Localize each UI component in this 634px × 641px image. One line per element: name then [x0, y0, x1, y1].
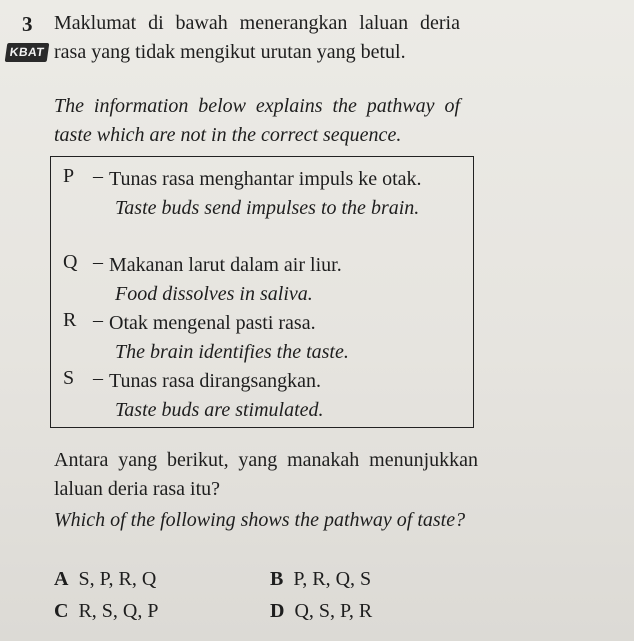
statement-text-english: Taste buds send impulses to the brain. [115, 197, 420, 219]
question-number: 3 [22, 12, 33, 36]
option-b[interactable] [270, 568, 371, 591]
prompt-malay: Antara yang berikut, yang manakah menunjukkan laluan deria rasa itu? [54, 449, 478, 500]
statement-box [50, 156, 474, 428]
statement-dash: – [93, 251, 103, 273]
statement-key: P [63, 165, 75, 187]
option-letter: B [270, 568, 284, 590]
option-c[interactable] [54, 600, 158, 623]
statement-dash: – [93, 165, 103, 187]
option-d[interactable] [270, 600, 372, 623]
statement-text-malay: Tunas rasa dirangsangkan. [109, 370, 322, 392]
statement-q [63, 251, 463, 309]
statement-p [63, 165, 463, 223]
statement-key: Q [63, 251, 78, 273]
option-text: Q, S, P, R [294, 600, 373, 622]
prompt-english: Which of the following shows the pathway of taste? [54, 509, 466, 531]
option-text: P, R, Q, S [293, 568, 372, 590]
statement-text-english: The brain identifies the taste. [115, 341, 349, 363]
statement-s [63, 367, 463, 425]
question-stem-malay: Maklumat di bawah menerangkan laluan deria rasa yang tidak mengikut urutan yang betul. [54, 12, 460, 63]
statement-text-english: Taste buds are stimulated. [115, 399, 324, 421]
option-letter: A [54, 568, 69, 590]
statement-r [63, 309, 463, 367]
statement-dash: – [93, 367, 103, 389]
statement-text-malay: Makanan larut dalam air liur. [109, 254, 342, 276]
option-letter: C [54, 600, 69, 622]
statement-key: S [63, 367, 75, 389]
statement-dash: – [93, 309, 103, 331]
statement-text-english: Food dissolves in saliva. [115, 283, 313, 305]
option-letter: D [270, 600, 285, 622]
kbat-badge: KBAT [5, 43, 50, 62]
option-a[interactable] [54, 568, 156, 591]
statement-text-malay: Otak mengenal pasti rasa. [109, 312, 316, 334]
statement-text-malay: Tunas rasa menghantar impuls ke otak. [109, 168, 422, 190]
option-text: S, P, R, Q [78, 568, 157, 590]
statement-key: R [63, 309, 77, 331]
question-stem-english: The information below explains the pathway of taste which are not in the correct sequence. [54, 95, 460, 146]
option-text: R, S, Q, P [78, 600, 159, 622]
